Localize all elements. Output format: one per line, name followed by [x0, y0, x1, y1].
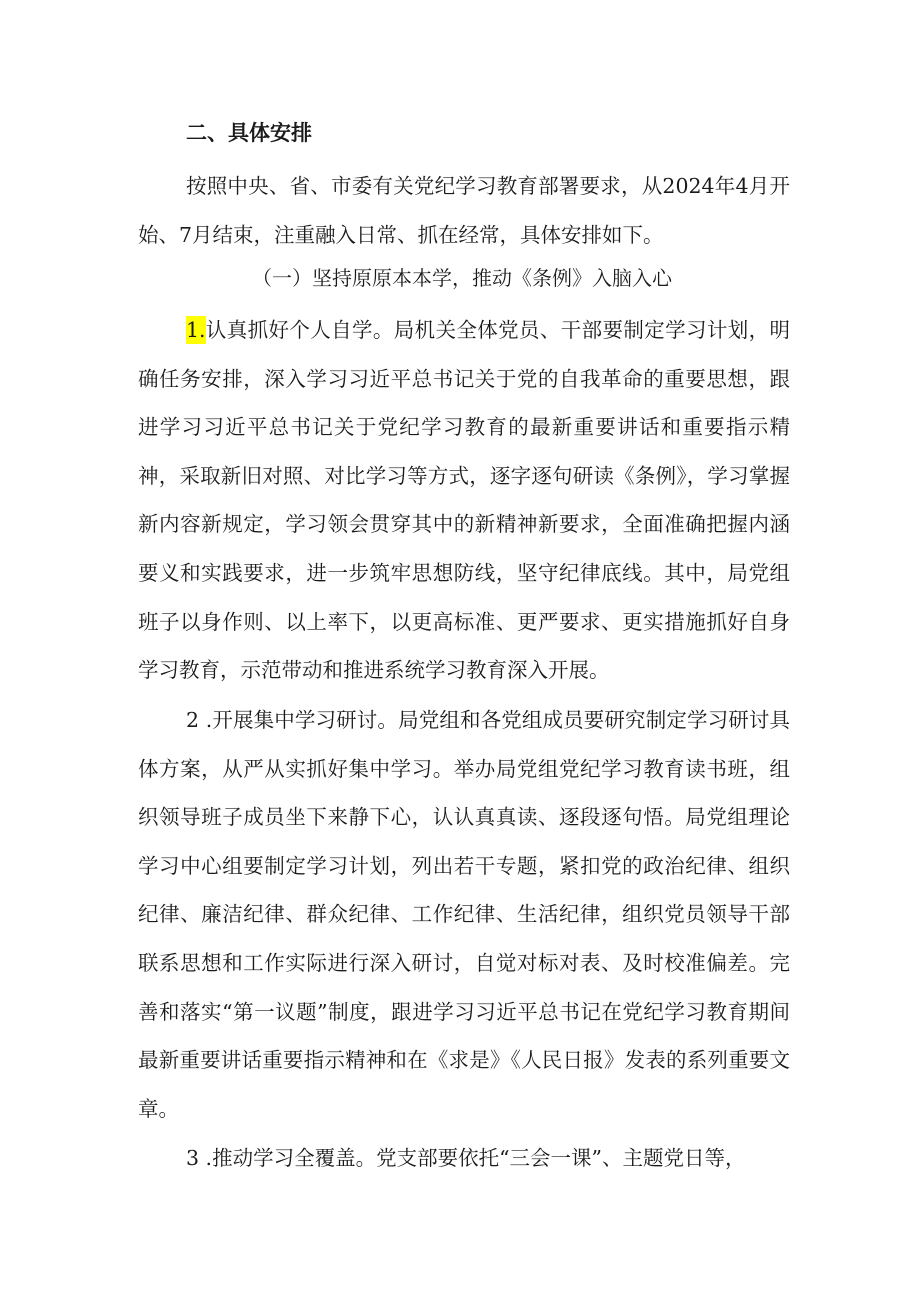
item-number-highlighted: 1.	[186, 318, 206, 342]
section-heading: 二、具体安排	[186, 120, 312, 145]
item-text: 开展集中学习研讨。局党组和各党组成员要研究制定学习研讨具体方案，从严从实抓好集中学习。举办局党组党纪学习教育读书班，组织领导班子成员坐下来静下心，认认真真读、逐段逐句悟。局党组理论学习中心组要制定学习计划，列出若干专题，紧扣党的政治纪律、组织纪律、廉洁纪律、群众纪律、工作纪律、生活纪律，组织党员领导干部联系思想和工作实际进行深入研讨，自觉对标对表、及时校准偏差。完善和落实“第一议题”制度，跟进学习习近平总书记在党纪学习教育期间最新重要讲话重要指示精神和在《求是》《人民日报》发表的系列重要文章。	[138, 708, 791, 1121]
item-number: 3 .	[186, 1146, 213, 1170]
item-text: 推动学习全覆盖。党支部要依托“三会一课”、主题党日等，	[212, 1146, 746, 1170]
item-paragraph-1	[138, 306, 790, 695]
item-paragraph-2	[138, 696, 790, 1133]
subsection-heading: （一）坚持原原本本学，推动《条例》入脑入心	[252, 266, 672, 290]
item-number: 2 .	[186, 708, 213, 732]
intro-paragraph: 按照中央、省、市委有关党纪学习教育部署要求，从2024年4月开始、7月结束，注重融入日常、抓在经常，具体安排如下。	[138, 174, 790, 247]
item-text: 认真抓好个人自学。局机关全体党员、干部要制定学习计划，明确任务安排，深入学习习近平总书记关于党的自我革命的重要思想，跟进学习习近平总书记关于党纪学习教育的最新重要讲话和重要指示精神，采取新旧对照、对比学习等方式，逐字逐句研读《条例》，学习掌握新内容新规定，学习领会贯穿其中的新精神新要求，全面准确把握内涵要义和实践要求，进一步筑牢思想防线，坚守纪律底线。其中，局党组班子以身作则、以上率下，以更高标准、更严要求、更实措施抓好自身学习教育，示范带动和推进系统学习教育深入开展。	[138, 318, 790, 683]
item-paragraph-3	[138, 1134, 790, 1183]
